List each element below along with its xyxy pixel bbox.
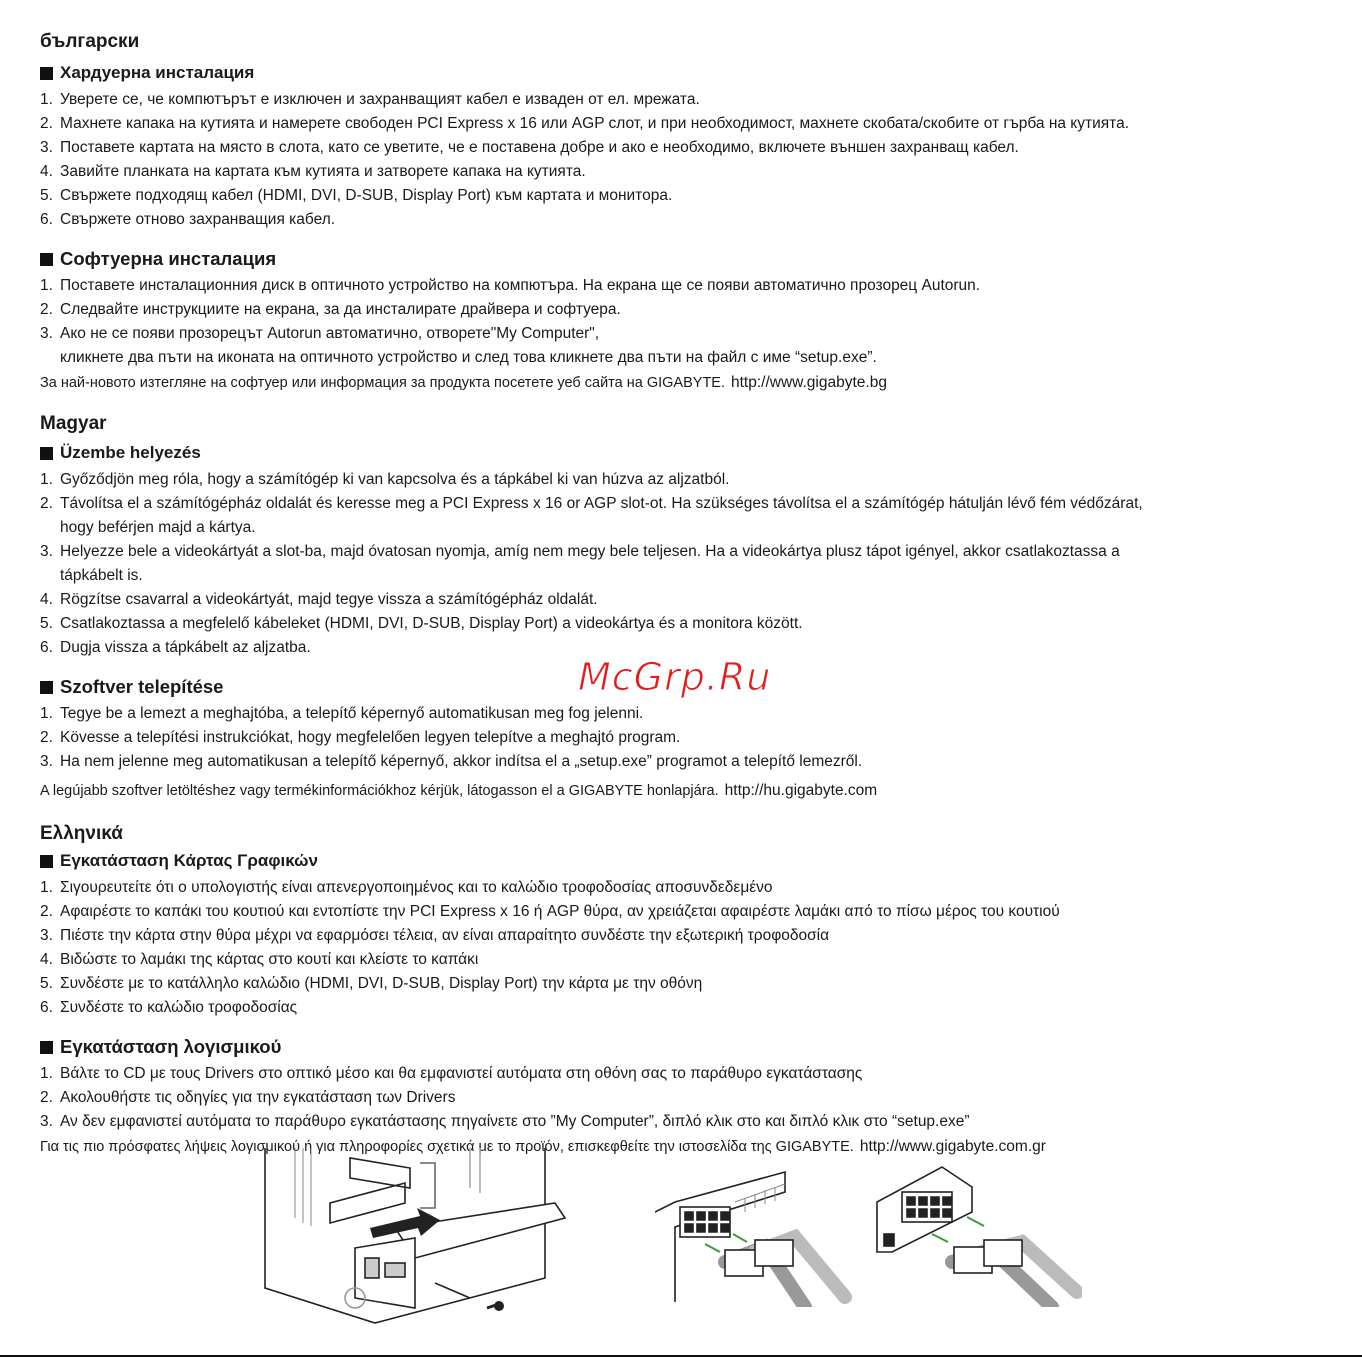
list-item: 2. Αφαιρέστε το καπάκι του κουτιού και εντοπίστε την PCI Express x 16 ή AGP θύρα, αν χρειάζεται αφαιρέστε λαμάκι από το πίσω μέρος του κουτιού <box>40 903 1060 920</box>
section-hungarian <box>40 412 1330 802</box>
list-item: 1. Поставете инсталационния диск в оптичното устройство на компютъра. На екрана ще се появи автоматично прозорец Autorun. <box>40 277 981 294</box>
website-note: Για τις πιο πρόσφατες λήψεις λογισμικού ή για πληροφορίες σχετικά με το προϊόν, επισκεφθείτε την ιστοσελίδα της GIGABYTE. http://www.gigabyte.com.gr <box>40 1138 1046 1155</box>
list-item: 6. Свържете отново захранващия кабел. <box>40 211 336 228</box>
website-url[interactable]: http://www.gigabyte.bg <box>731 374 887 391</box>
card-installation-illustration <box>255 1148 575 1328</box>
website-url[interactable]: http://www.gigabyte.com.gr <box>859 1138 1046 1155</box>
power-connector-illustration-alt <box>872 1162 1082 1307</box>
language-title: Ελληνικά <box>40 823 123 844</box>
list-item: 4. Rögzítse csavarral a videokártyát, majd tegye vissza a számítógépház oldalát. <box>40 591 598 608</box>
section-bulgarian <box>40 30 1330 394</box>
list-item: 2. Ακολουθήστε τις οδηγίες για την εγκατάσταση των Drivers <box>40 1089 456 1106</box>
square-bullet-icon <box>40 253 53 266</box>
list-item: 3. Поставете картата на място в слота, като се уветите, че е поставена добре и ако е необходимо, включете външен захранващ кабел. <box>40 139 1019 156</box>
hardware-steps-list <box>40 88 1330 232</box>
list-item: 6. Συνδέστε το καλώδιο τροφοδοσίας <box>40 999 298 1016</box>
list-item: 1. Βάλτε το CD με τους Drivers στο οπτικό μέσο και θα εμφανιστεί αυτόματα στη οθόνη σας το παράθυρο εγκατάστασης <box>40 1065 863 1082</box>
section-greek <box>40 822 1330 1158</box>
website-note: A legújabb szoftver letöltéshez vagy termékinformációkhoz kérjük, látogasson el a GIGABYTE honlapjára. http://hu.gigabyte.com <box>40 782 878 799</box>
website-note: За най-новото изтегляне на софтуер или информация за продукта посетете уеб сайта на GIGABYTE. http://www.gigabyte.bg <box>40 374 887 391</box>
list-item: 3. Αν δεν εμφανιστεί αυτόματα το παράθυρο εγκατάστασης πηγαίνετε στο ”My Computer”, διπλό κλικ στο και διπλό κλικ στο “setup.exe” <box>40 1113 970 1130</box>
list-item: 3. Ha nem jelenne meg automatikusan a telepítő képernyő, akkor indítsa el a „setup.exe” programot a telepítő lemezről. <box>40 753 863 770</box>
software-install-heading: Szoftver telepítése <box>40 676 1330 698</box>
document-page <box>40 30 1330 1158</box>
list-item: 2. Следвайте инструкциите на екрана, за да инсталирате драйвера и софтуера. <box>40 301 621 318</box>
list-item: 5. Свържете подходящ кабел (HDMI, DVI, D-SUB, Display Port) към картата и монитора. <box>40 187 673 204</box>
list-item: 5. Συνδέστε με το κατάλληλο καλώδιο (HDMI, DVI, D-SUB, Display Port) την κάρτα με την οθόνη <box>40 975 703 992</box>
software-steps-list <box>40 702 1330 774</box>
hardware-steps-list <box>40 468 1330 660</box>
watermark: McGrp.Ru <box>578 655 772 699</box>
list-item: 2. Махнете капака на кутията и намерете свободен PCI Express x 16 или AGP слот, и при необходимост, махнете скобата/скобите от гърба на кутията. <box>40 115 1130 132</box>
list-item: 6. Dugja vissza a tápkábelt az aljzatba. <box>40 639 311 656</box>
language-title: български <box>40 31 140 52</box>
list-item: 1. Tegye be a lemezt a meghajtóba, a telepítő képernyő automatikusan meg fog jelenni. <box>40 705 644 722</box>
square-bullet-icon <box>40 447 53 460</box>
bottom-divider <box>0 1355 1362 1357</box>
square-bullet-icon <box>40 1041 53 1054</box>
list-item: 1. Győződjön meg róla, hogy a számítógép ki van kapcsolva és a tápkábel ki van húzva az aljzatból. <box>40 471 730 488</box>
software-steps-list <box>40 1062 1330 1134</box>
list-item: 3. Helyezze bele a videokártyát a slot-ba, majd óvatosan nyomja, amíg nem megy bele teljesen. Ha a videokártya plusz tápot igényel, akkor csatlakoztassa a tápkábelt is. <box>40 543 1120 584</box>
software-install-heading: Софтуерна инсталация <box>40 248 1330 270</box>
square-bullet-icon <box>40 681 53 694</box>
list-item: 1. Σιγουρευτείτε ότι ο υπολογιστής είναι απενεργοποιημένος και το καλώδιο τροφοδοσίας αποσυνδεδεμένο <box>40 879 773 896</box>
hardware-install-heading: Üzembe helyezés <box>40 442 1330 464</box>
software-steps-list <box>40 274 1330 370</box>
website-url[interactable]: http://hu.gigabyte.com <box>724 782 878 799</box>
list-item: 3. Πιέστε την κάρτα στην θύρα μέχρι να εφαρμόσει τέλεια, αν είναι απαραίτητο συνδέστε την εξωτερική τροφοδοσία <box>40 927 830 944</box>
list-item: 5. Csatlakoztassa a megfelelő kábeleket (HDMI, DVI, D-SUB, Display Port) a videokártya és a monitora között. <box>40 615 803 632</box>
list-item: 4. Βιδώστε το λαμάκι της κάρτας στο κουτί και κλείστε το καπάκι <box>40 951 479 968</box>
language-title: Magyar <box>40 413 107 434</box>
square-bullet-icon <box>40 855 53 868</box>
hardware-steps-list <box>40 876 1330 1020</box>
hardware-install-heading: Εγκατάσταση Κάρτας Γραφικών <box>40 850 1330 872</box>
square-bullet-icon <box>40 67 53 80</box>
list-item: 1. Уверете се, че компютърът е изключен и захранващият кабел е изваден от ел. мрежата. <box>40 91 700 108</box>
list-item: 2. Kövesse a telepítési instrukciókat, hogy megfelelően legyen telepítve a meghajtó program. <box>40 729 681 746</box>
power-connector-illustration <box>655 1162 855 1307</box>
software-install-heading: Εγκατάσταση λογισμικού <box>40 1036 1330 1058</box>
list-item: 4. Завийте планката на картата към кутията и затворете капака на кутията. <box>40 163 586 180</box>
hardware-install-heading: Хардуерна инсталация <box>40 62 1330 84</box>
list-item: 2. Távolítsa el a számítógépház oldalát és keresse meg a PCI Express x 16 or AGP slot-ot. Ha szükséges távolítsa el a számítógép hátulján lévő fém védőzárat, hogy beférjen majd a kártya. <box>40 495 1143 536</box>
list-item: 3. Ако не се появи прозорецът Autorun автоматично, отворете"My Computer", кликнете два пъти на иконата на оптичното устройство и след това кликнете два пъти на файл с име “setup.exe”. <box>40 325 877 366</box>
